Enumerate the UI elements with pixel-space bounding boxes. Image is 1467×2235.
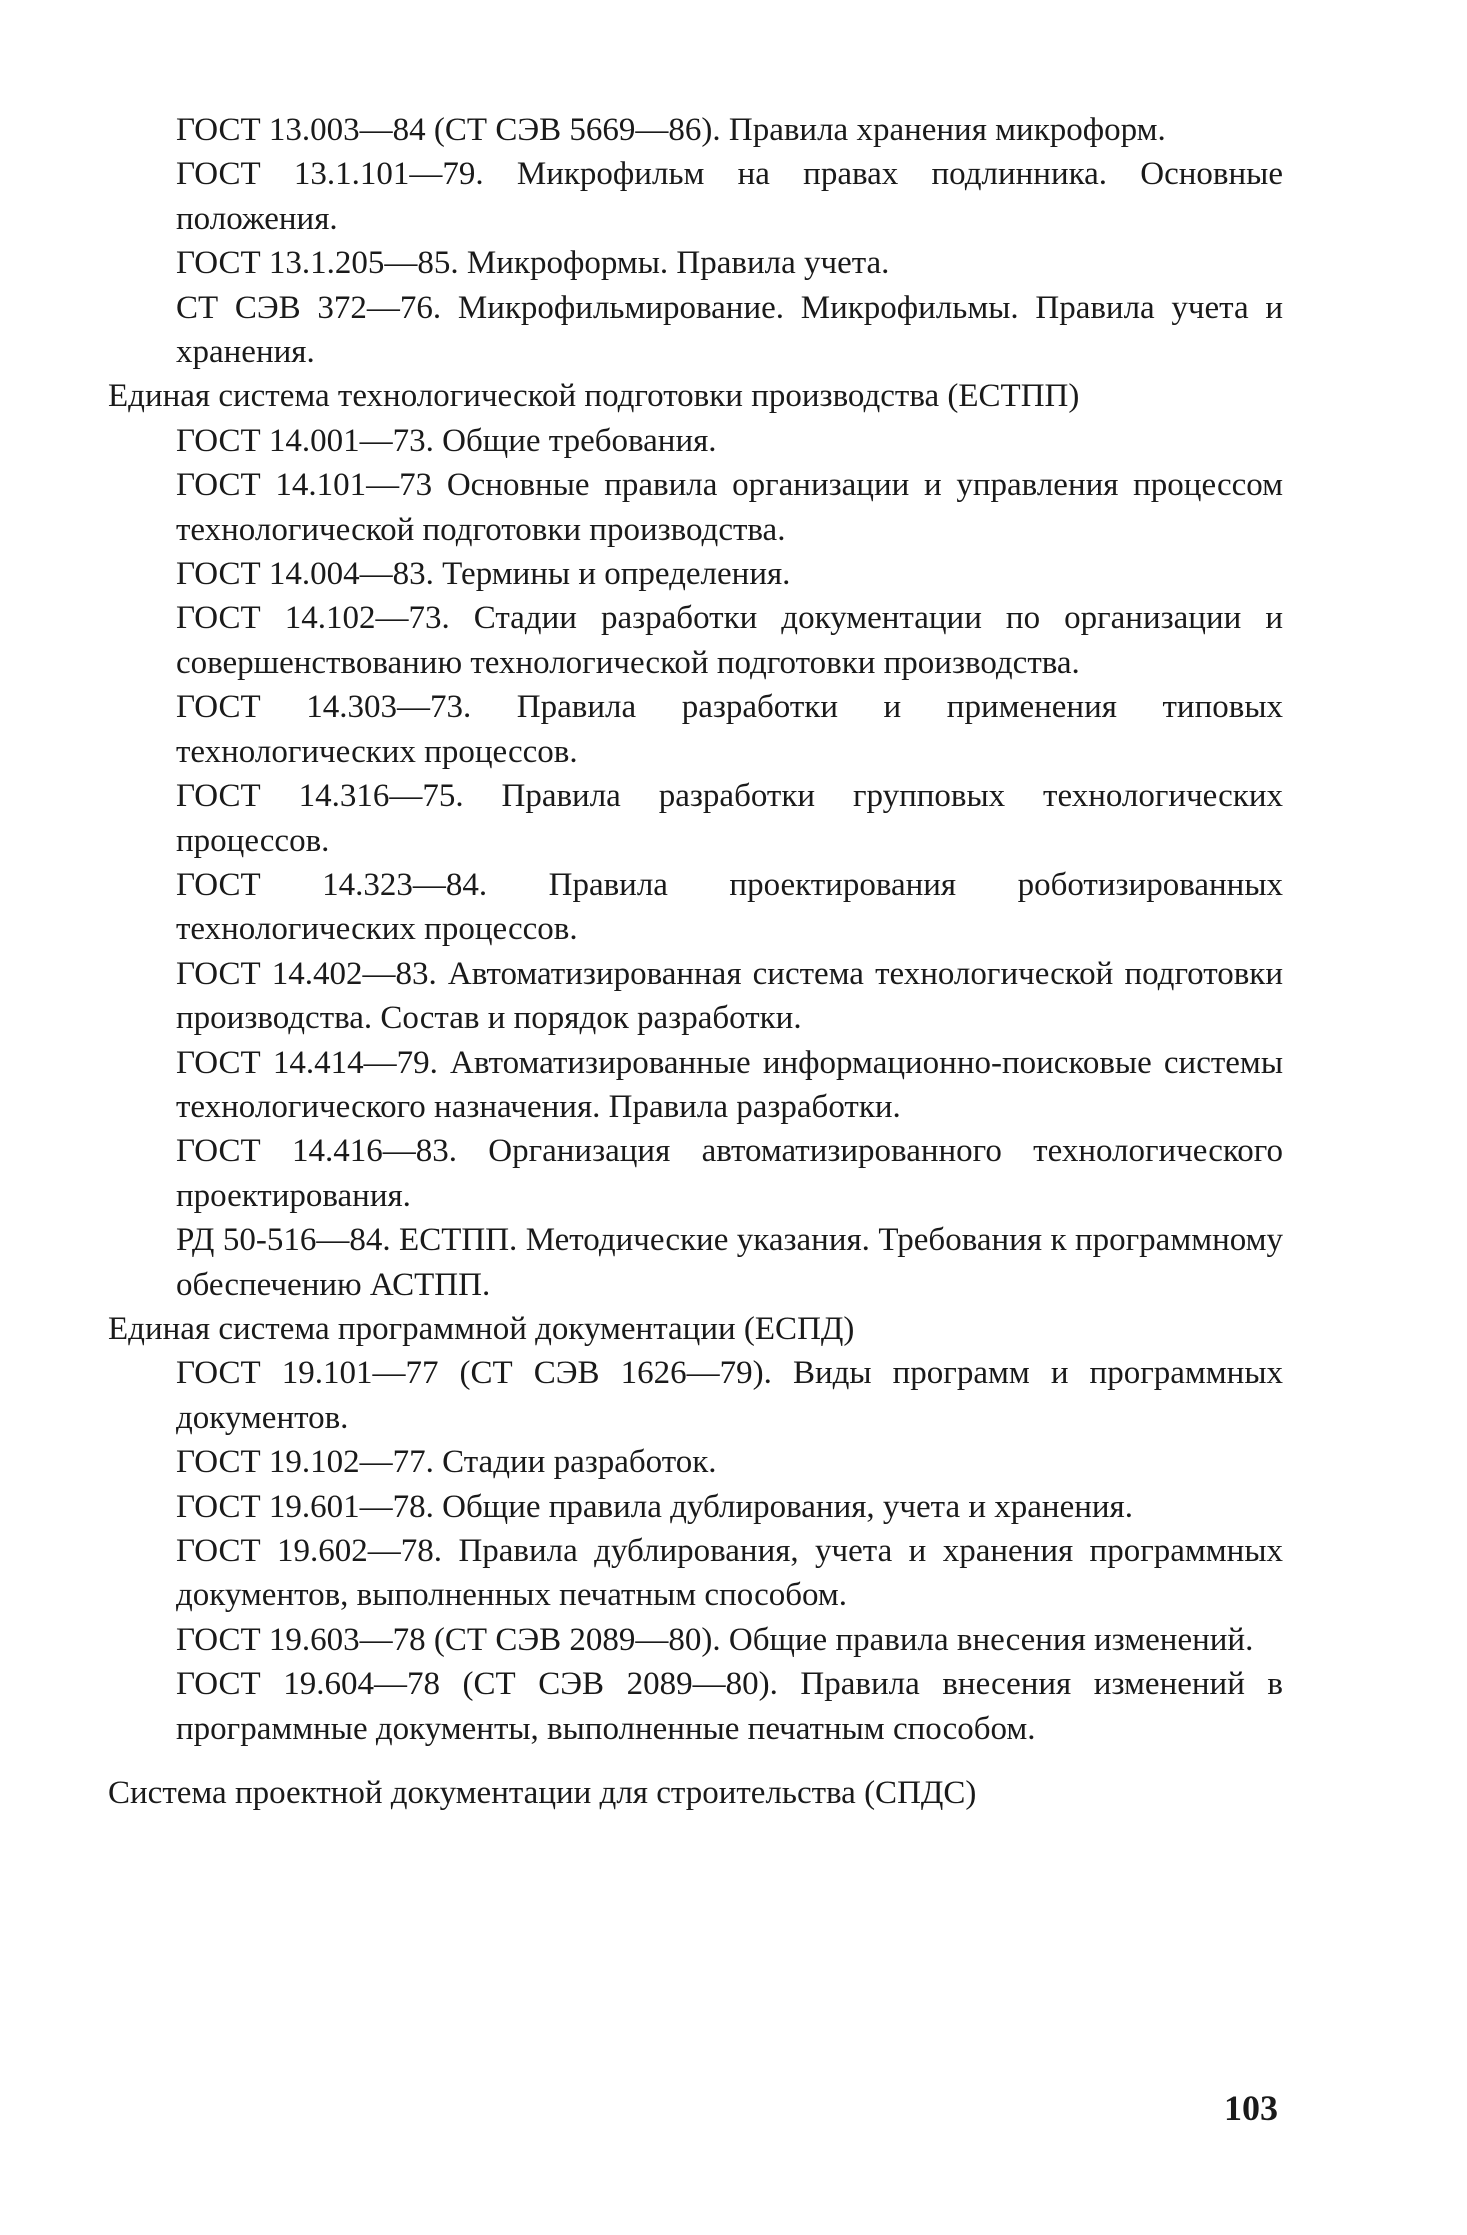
standard-entry: ГОСТ 14.303—73. Правила разработки и применения типовых технологических процессов.: [176, 689, 1283, 770]
standard-entry: ГОСТ 14.402—83. Автоматизированная система технологической подготовки производства. Состав и порядок разработки.: [176, 955, 1283, 1037]
standard-entry: ГОСТ 13.1.101—79. Микрофильм на правах подлинника. Основные положения.: [176, 156, 1283, 237]
standard-entry: ГОСТ 14.416—83. Организация автоматизированного технологического проектирования.: [176, 1133, 1283, 1214]
standard-entry: ГОСТ 14.004—83. Термины и определения.: [176, 556, 791, 593]
standard-entry: ГОСТ 19.604—78 (СТ СЭВ 2089—80). Правила внесения изменений в программные документы, выполненные печатным способом.: [176, 1666, 1283, 1747]
standard-entry: ГОСТ 14.101—73 Основные правила организации и управления процессом технологической подготовки производства.: [176, 467, 1283, 548]
section-heading: Единая система программной документации (ЕСПД): [108, 1310, 855, 1347]
standard-entry: ГОСТ 14.323—84. Правила проектирования роботизированных технологических процессов.: [176, 866, 1283, 948]
standard-entry: ГОСТ 14.316—75. Правила разработки групповых технологических процессов.: [176, 778, 1283, 859]
standard-entry: ГОСТ 19.102—77. Стадии разработок.: [176, 1444, 717, 1481]
standard-entry: ГОСТ 14.414—79. Автоматизированные информационно-поисковые системы технологического назначения. Правила разработки.: [176, 1044, 1283, 1125]
document-body: [108, 108, 1283, 1815]
standard-entry: ГОСТ 19.601—78. Общие правила дублирования, учета и хранения.: [176, 1488, 1133, 1525]
page-number: 103: [1224, 2088, 1278, 2128]
standard-entry: ГОСТ 14.001—73. Общие требования.: [176, 422, 717, 459]
standard-entry: ГОСТ 13.003—84 (СТ СЭВ 5669—86). Правила хранения микроформ.: [176, 112, 1166, 148]
standard-entry: ГОСТ 19.603—78 (СТ СЭВ 2089—80). Общие правила внесения изменений.: [176, 1621, 1254, 1658]
standard-entry: РД 50-516—84. ЕСТПП. Методические указания. Требования к программному обеспечению АСТПП.: [176, 1222, 1283, 1303]
standard-entry: ГОСТ 19.101—77 (СТ СЭВ 1626—79). Виды программ и программных документов.: [176, 1355, 1283, 1436]
section-heading: Единая система технологической подготовки производства (ЕСТПП): [108, 378, 1080, 415]
standard-entry: ГОСТ 13.1.205—85. Микроформы. Правила учета.: [176, 245, 890, 282]
standard-entry: ГОСТ 14.102—73. Стадии разработки документации по организации и совершенствованию технологической подготовки производства.: [176, 600, 1283, 681]
standard-entry: СТ СЭВ 372—76. Микрофильмирование. Микрофильмы. Правила учета и хранения.: [176, 289, 1283, 371]
standard-entry: ГОСТ 19.602—78. Правила дублирования, учета и хранения программных документов, выполненных печатным способом.: [176, 1533, 1283, 1614]
section-heading: Система проектной документации для строительства (СПДС): [108, 1775, 977, 1812]
